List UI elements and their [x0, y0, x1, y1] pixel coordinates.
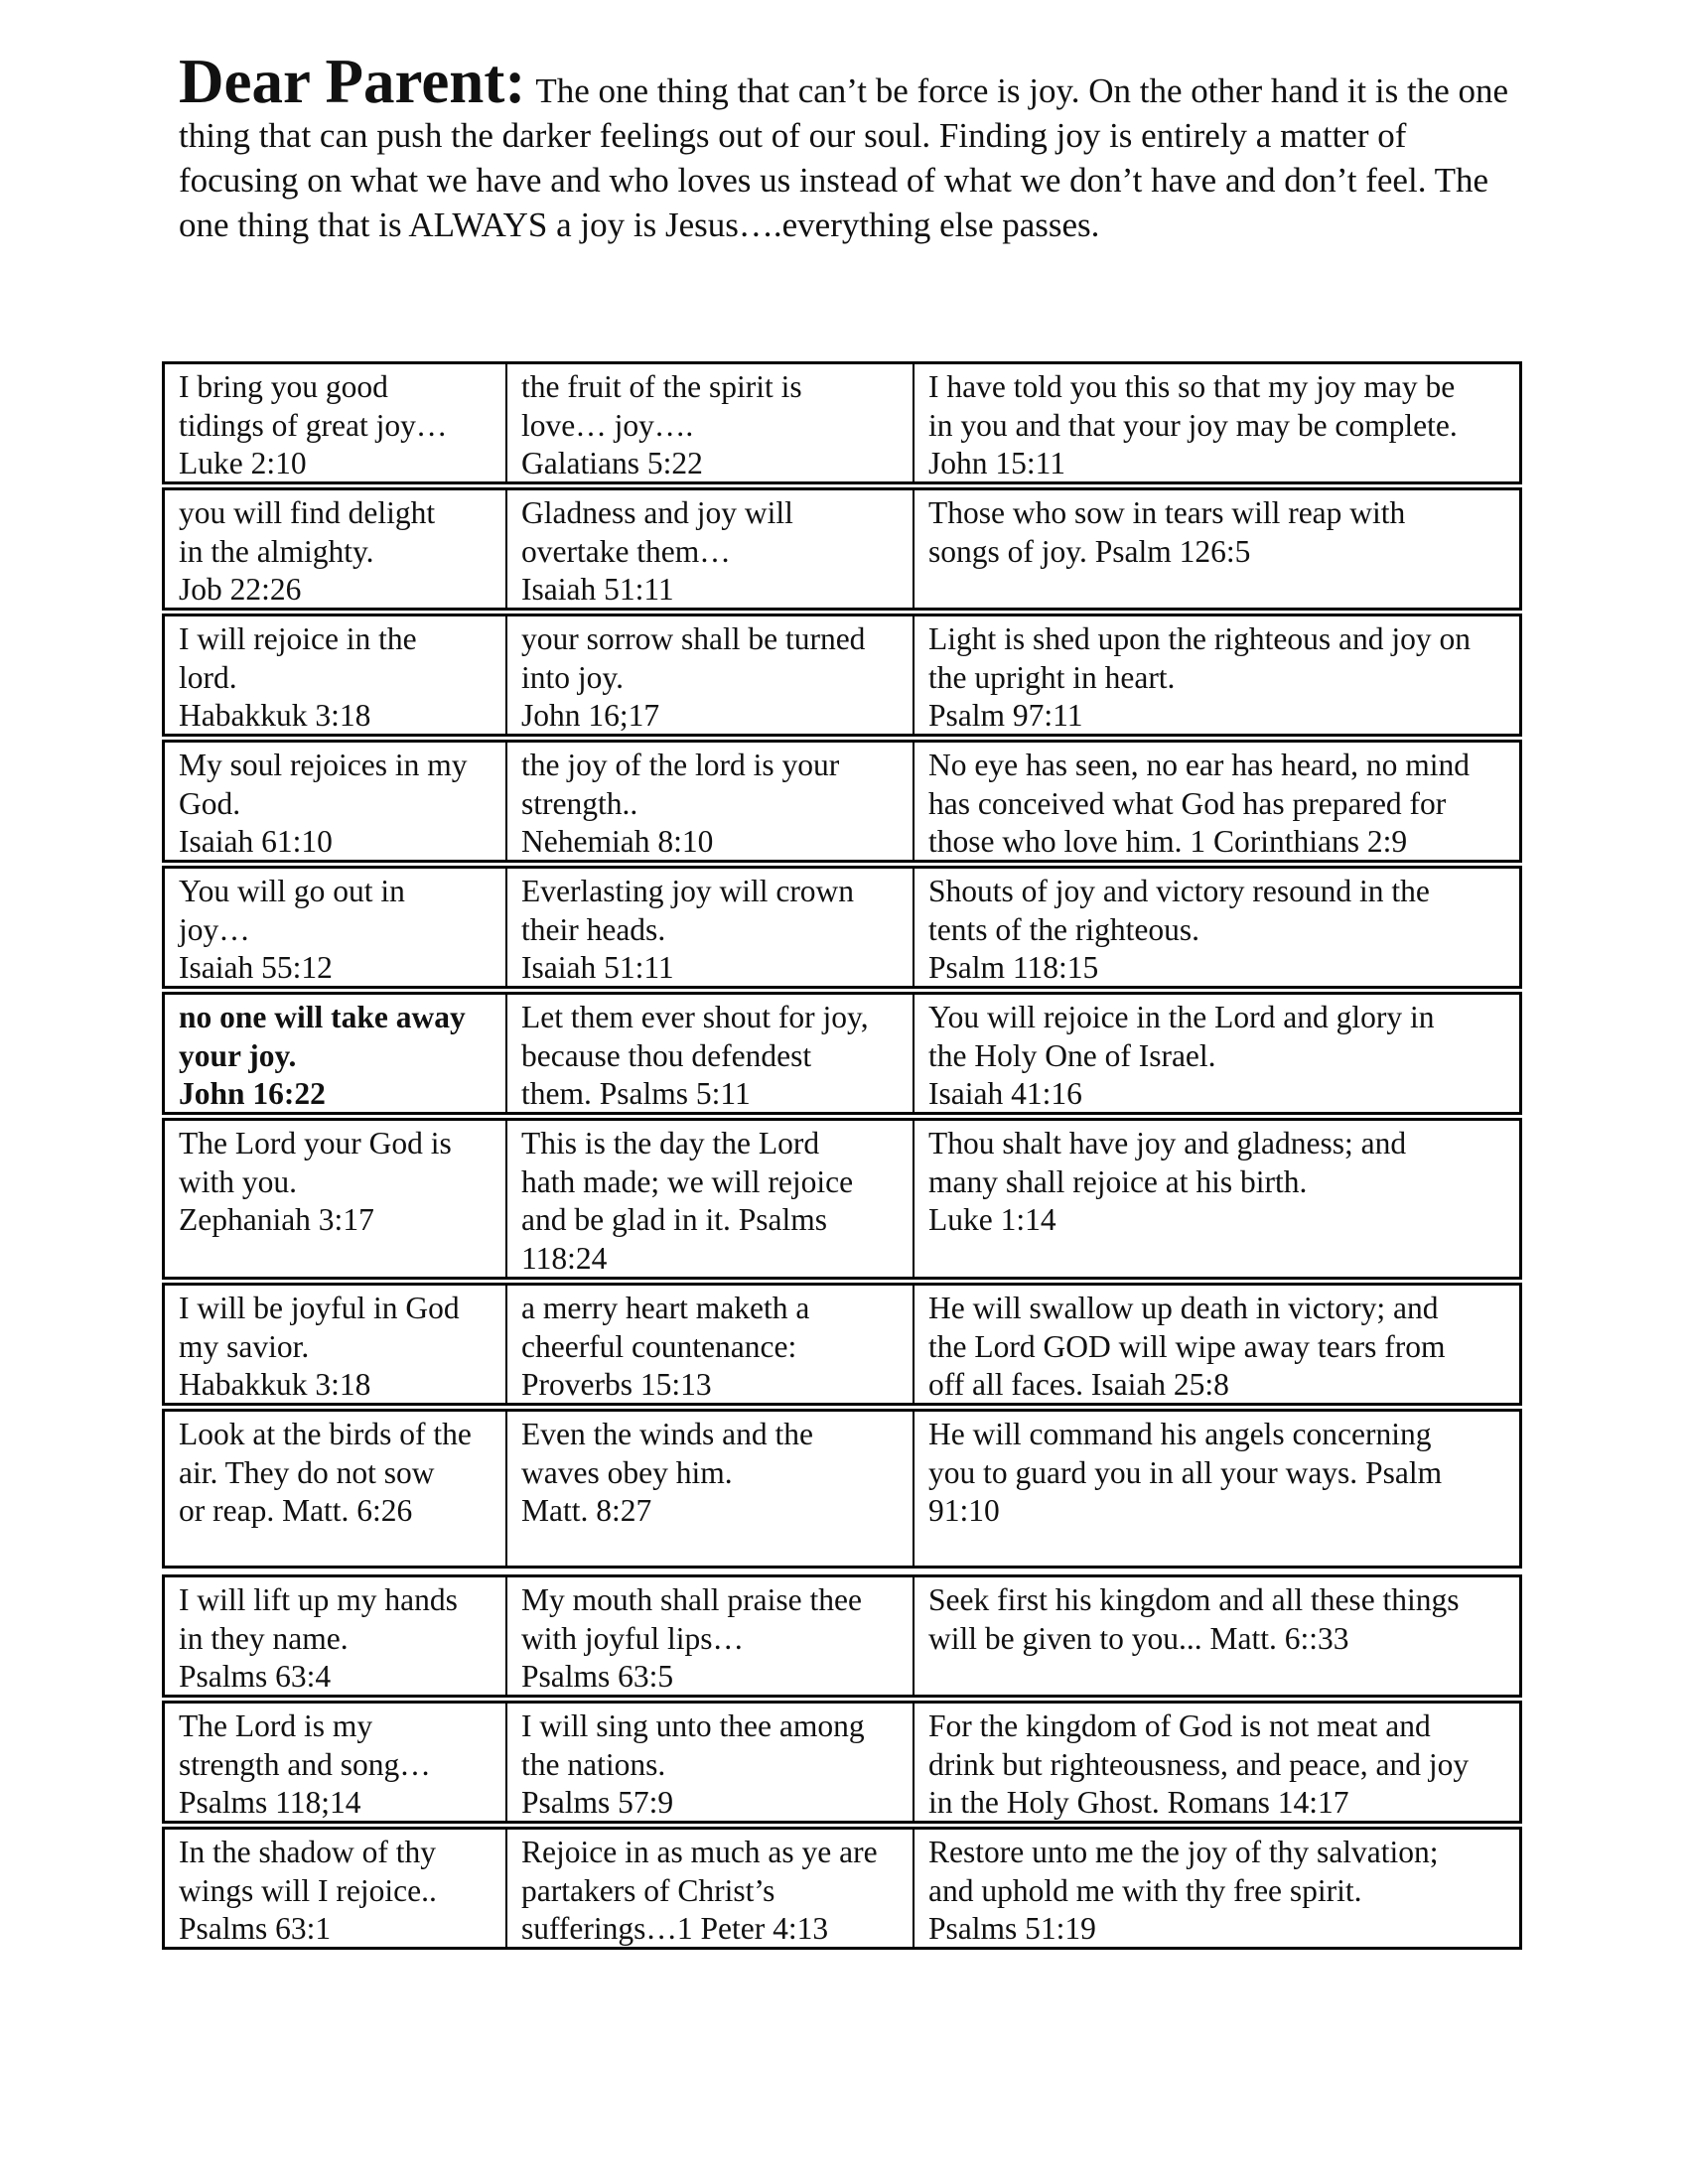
verse-cell: Let them ever shout for joy, because thou defendest them. Psalms 5:11 [507, 995, 914, 1112]
verse-cell: He will command his angels concerning you to guard you in all your ways. Psalm 91:10 [928, 1417, 1443, 1528]
verse-row [162, 1283, 1522, 1406]
verse-cell: your sorrow shall be turned into joy. John 16;17 [507, 616, 914, 734]
verse-cell: the fruit of the spirit is love… joy…. Galatians 5:22 [507, 364, 914, 481]
verse-row [162, 740, 1522, 863]
verse-cell: Thou shalt have joy and gladness; and many shall rejoice at his birth. Luke 1:14 [928, 1126, 1407, 1237]
verse-cell: In the shadow of thy wings will I rejoice.. Psalms 63:1 [165, 1830, 507, 1947]
intro-heading: Dear Parent: [179, 47, 526, 116]
verse-cell: Seek first his kingdom and all these things will be given to you... Matt. 6::33 [928, 1582, 1460, 1656]
verse-cell: I will sing unto thee among the nations. Psalms 57:9 [507, 1704, 914, 1821]
verse-cell: I will lift up my hands in they name. Psalms 63:4 [165, 1577, 507, 1695]
verse-cell: Those who sow in tears will reap with songs of joy. Psalm 126:5 [928, 495, 1406, 569]
verse-cell: The Lord is my strength and song… Psalms 118;14 [165, 1704, 507, 1821]
verse-cell: no one will take away your joy. John 16:22 [165, 995, 507, 1112]
verse-row [162, 1827, 1522, 1950]
verse-row [162, 1701, 1522, 1824]
verse-cell: I will be joyful in God my savior. Habakkuk 3:18 [165, 1286, 507, 1403]
verse-row [162, 361, 1522, 484]
verse-cell: Restore unto me the joy of thy salvation; and uphold me with thy free spirit. Psalms 51:19 [928, 1835, 1439, 1946]
verse-cell: For the kingdom of God is not meat and drink but righteousness, and peace, and joy in the Holy Ghost. Romans 14:17 [928, 1708, 1470, 1820]
verse-cell: Light is shed upon the righteous and joy on the upright in heart. Psalm 97:11 [928, 621, 1471, 733]
verse-row [162, 487, 1522, 611]
verse-cell: You will rejoice in the Lord and glory in the Holy One of Israel. Isaiah 41:16 [928, 1000, 1435, 1111]
intro-text: The one thing that can’t be force is joy. On the other hand it is the one thing that can push the darker feelings out of our soul. Finding joy is entirely a matter of focusing on what we have and who loves us instead of what we don’t have and don’t feel. The one thing that is ALWAYS a joy is Jesus….everything else passes. [179, 71, 1509, 244]
verse-cell: Everlasting joy will crown their heads. Isaiah 51:11 [507, 869, 914, 986]
verse-cell: I will rejoice in the lord. Habakkuk 3:18 [165, 616, 507, 734]
verse-cell: Rejoice in as much as ye are partakers of Christ’s sufferings…1 Peter 4:13 [507, 1830, 914, 1947]
verse-cell: No eye has seen, no ear has heard, no mind has conceived what God has prepared for those who love him. 1 Corinthians 2:9 [928, 748, 1470, 859]
verse-cell: a merry heart maketh a cheerful countenance: Proverbs 15:13 [507, 1286, 914, 1403]
verse-row [162, 1574, 1522, 1698]
verse-cell: you will find delight in the almighty. Job 22:26 [165, 490, 507, 608]
verse-cell: Look at the birds of the air. They do not sow or reap. Matt. 6:26 [165, 1412, 507, 1566]
verse-cell: This is the day the Lord hath made; we will rejoice and be glad in it. Psalms 118:24 [507, 1121, 914, 1277]
verse-cell: Shouts of joy and victory resound in the tents of the righteous. Psalm 118:15 [928, 874, 1430, 985]
verse-cell: He will swallow up death in victory; and the Lord GOD will wipe away tears from off all faces. Isaiah 25:8 [928, 1291, 1446, 1402]
verse-cell: I have told you this so that my joy may be in you and that your joy may be complete. John 15:11 [928, 369, 1458, 480]
verse-cell: My soul rejoices in my God. Isaiah 61:10 [165, 743, 507, 860]
verse-row [162, 1118, 1522, 1280]
verse-row [162, 614, 1522, 737]
verse-cell: My mouth shall praise thee with joyful lips… Psalms 63:5 [507, 1577, 914, 1695]
verse-cell: Gladness and joy will overtake them… Isaiah 51:11 [507, 490, 914, 608]
verse-row [162, 992, 1522, 1115]
verse-cell: You will go out in joy… Isaiah 55:12 [165, 869, 507, 986]
verse-cell: the joy of the lord is your strength.. Nehemiah 8:10 [507, 743, 914, 860]
verse-row [162, 866, 1522, 989]
verse-cell: I bring you good tidings of great joy… Luke 2:10 [165, 364, 507, 481]
verse-cell: The Lord your God is with you. Zephaniah 3:17 [165, 1121, 507, 1277]
intro-paragraph [179, 47, 1509, 247]
verse-row [162, 1409, 1522, 1569]
verse-cell: Even the winds and the waves obey him. Matt. 8:27 [507, 1412, 914, 1566]
